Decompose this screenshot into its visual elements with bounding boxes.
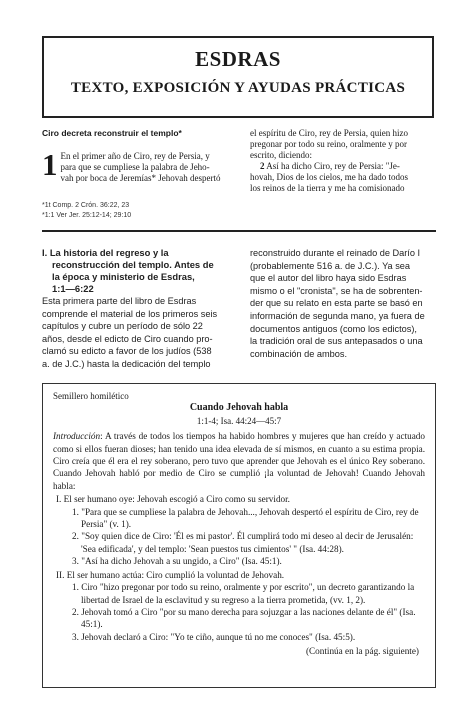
book-title-box: [42, 36, 434, 118]
commentary-right-column: [250, 247, 436, 360]
homily-subpoint: 1. "Para que se cumpliese la palabra de Jehovah..., Jehovah despertó el espíritu de Ciro, rey de Persia" (v. 1).: [72, 506, 419, 530]
commentary-line: combinación de ambos.: [250, 348, 348, 359]
commentary-heading-line: la época y ministerio de Esdras,: [52, 271, 195, 282]
commentary-line: a. de J.C.) hasta la dedicación del templo: [42, 358, 211, 369]
commentary-line: der que su relato en esta parte se basó en: [250, 298, 423, 309]
homily-box: [42, 383, 436, 688]
commentary-line: mismo o el "cronista", se ha de sobrenten-: [250, 285, 423, 296]
homily-subpoint: 2. "Soy quien dice de Ciro: 'Él es mi pastor'. Él cumplirá todo mi deseo al decir de Jerusalén: 'Sea edificada', y del templo: 'Sean puestos tus cimientos' " (Isa. 44:28).: [72, 531, 414, 554]
commentary-line: años, desde el edicto de Ciro cuando pro-: [42, 333, 213, 344]
commentary-line: Esta primera parte del libro de Esdras: [42, 296, 197, 306]
chapter-dropcap: 1: [42, 147, 58, 182]
homily-point: I. El ser humano oye: Jehovah escogió a Ciro como su servidor.: [56, 494, 290, 505]
commentary-line: capítulos y cubre un período de sólo 22: [42, 321, 203, 332]
scripture-heading: Ciro decreta reconstruir el templo*: [42, 128, 182, 138]
commentary-left-column: [42, 247, 232, 371]
intro-text: : A través de todos los tiempos ha habido hombres y mujeres que han creído y actuado como si ellos fueran dioses; han tenido una idea elevada de sí mismos, en cuanto a su estima propia. Ciro creía que él era el rey soberano, pero tuvo que aprender que Jehovah es el único Rey soberano. Cuando Jehovah habló por medio de Ciro se cumplió ¡la voluntad de Jehovah! Cuando Jehovah habla:: [53, 431, 425, 491]
commentary-line: (probablemente 516 a. de J.C.). Ya sea: [250, 260, 411, 271]
scripture-line: Así ha dicho Ciro, rey de Persia: "Je-: [266, 161, 400, 171]
commentary-line: la tradición oral de sus antepasados o una: [250, 336, 423, 347]
scripture-line: los reinos de la tierra y me ha comisionado: [250, 183, 405, 193]
book-subtitle: TEXTO, EXPOSICIÓN Y AYUDAS PRÁCTICAS: [70, 80, 406, 96]
scripture-verse-1: [42, 147, 232, 184]
section-divider: [42, 230, 436, 232]
footnote: *1:1 Ver Jer. 25:12-14; 29:10: [42, 212, 132, 219]
homily-subpoint: 1. Ciro "hizo pregonar por todo su reino, oralmente y por escrito", un decreto garantizando la libertad de Israel de la esclavitud y su regreso a la tierra prometida, (vv. 1, 2).: [72, 582, 415, 605]
continued-note: (Continúa en la pág. siguiente): [305, 646, 419, 657]
commentary-heading: [42, 247, 232, 295]
footnotes: [42, 201, 131, 221]
homily-introduction: [53, 430, 425, 492]
scripture-line: hovah, Dios de los cielos, me ha dado todos: [250, 172, 408, 182]
commentary-line: documentos antiguos (como los edictos),: [250, 323, 417, 334]
scripture-line: pregonar por todo su reino, oralmente y por: [250, 139, 407, 149]
homily-subpoint: 3. "Así ha dicho Jehovah a su ungido, a Ciro" (Isa. 45:1).: [72, 556, 282, 567]
scripture-line: En el primer año de Ciro, rey de Persia, y: [60, 151, 210, 161]
book-title: ESDRAS: [195, 47, 281, 71]
intro-label: Introducción: [53, 431, 101, 442]
homily-label: Semillero homilético: [53, 391, 129, 401]
homily-title: Cuando Jehovah habla: [189, 402, 289, 414]
commentary-line: información de segunda mano, ya fuera de: [250, 310, 425, 321]
scripture-line: vah por boca de Jeremías* Jehovah despertó: [60, 173, 221, 183]
commentary-heading-line: I. La historia del regreso y la: [42, 247, 169, 258]
homily-reference: 1:1-4; Isa. 44:24—45:7: [196, 415, 282, 426]
scripture-line: escrito, diciendo:: [250, 150, 312, 160]
homily-point: II. El ser humano actúa: Ciro cumplió la voluntad de Jehovah.: [56, 569, 285, 580]
verse-number: 2: [260, 161, 265, 171]
commentary-line: que el autor del libro haya sido Esdras: [250, 273, 407, 284]
commentary-heading-line: 1:1—6:22: [52, 283, 94, 294]
footnote: *1t Comp. 2 Crón. 36:22, 23: [42, 202, 130, 209]
scripture-line: el espíritu de Ciro, rey de Persia, quien hizo: [250, 128, 408, 138]
scripture-right-column: [250, 128, 436, 194]
homily-subpoint: 3. Jehovah declaró a Ciro: "Yo te ciño, aunque tú no me conoces" (Isa. 45:5).: [72, 631, 356, 642]
commentary-line: comprende el material de los primeros seis: [42, 308, 218, 319]
commentary-line: reconstruido durante el reinado de Darío I: [250, 248, 421, 258]
homily-subpoint: 2. Jehovah tomó a Ciro "por su mano derecha para sojuzgar a las naciones delante de él" (Isa. 45:1).: [72, 606, 416, 630]
scripture-verse-2: [250, 161, 436, 172]
scripture-line: para que se cumpliese la palabra de Jeho-: [60, 162, 210, 172]
commentary-heading-line: reconstrucción del templo. Antes de: [52, 259, 214, 270]
commentary-line: clamó su edicto a favor de los judíos (538: [42, 346, 212, 357]
